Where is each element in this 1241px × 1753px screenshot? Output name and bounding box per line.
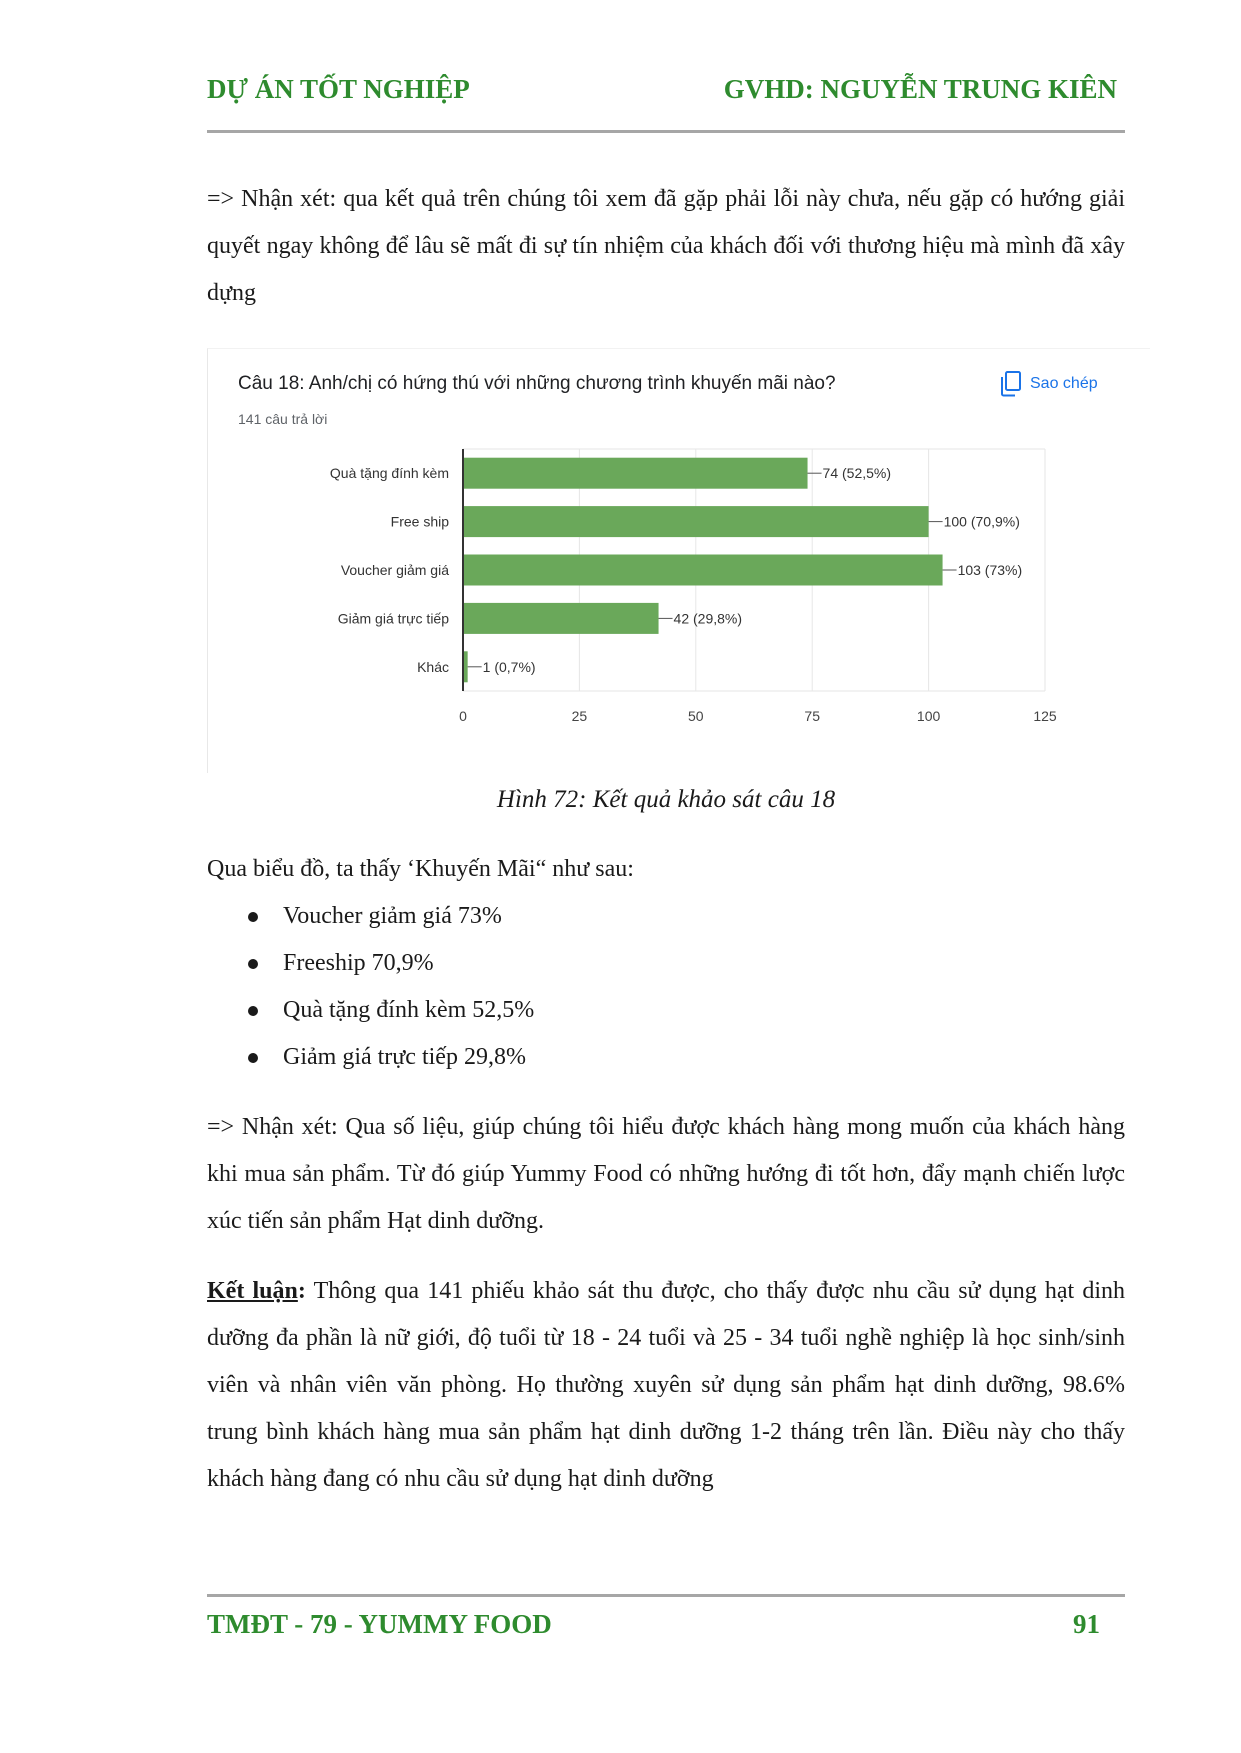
- survey-chart-panel: [207, 348, 1150, 773]
- chart-intro: Qua biểu đồ, ta thấy ‘Khuyến Mãi“ như sau:: [207, 856, 634, 882]
- conclusion-text: Thông qua 141 phiếu khảo sát thu được, cho thấy được nhu cầu sử dụng hạt dinh dưỡng đa phần là nữ giới, độ tuổi từ 18 - 24 tuổi và 25 - 34 tuổi nghề nghiệp là học sinh/sinh viên và nhân viên văn phòng. Họ thường xuyên sử dụng sản phẩm hạt dinh dưỡng, 98.6% trung bình khách hàng mua sản phẩm hạt dinh dưỡng 1-2 tháng trên lần. Điều này cho thấy khách hàng đang có nhu cầu sử dụng hạt dinh dưỡng: [207, 1278, 1125, 1492]
- data-label: 103 (73%): [957, 562, 1023, 578]
- category-label: Giảm giá trực tiếp: [337, 610, 449, 627]
- bullet-list: [245, 893, 1125, 1081]
- bar: [463, 458, 808, 489]
- conclusion-label: Kết luận:: [207, 1278, 306, 1304]
- header-project-title: DỰ ÁN TỐT NGHIỆP: [207, 74, 470, 104]
- footer-title: TMĐT - 79 - YUMMY FOOD: [207, 1609, 552, 1639]
- header-divider: [207, 130, 1125, 133]
- category-label: Quà tặng đính kèm: [329, 465, 449, 482]
- page-footer: [207, 1609, 1125, 1649]
- category-label: Free ship: [390, 513, 449, 530]
- figure-caption: Hình 72: Kết quả khảo sát câu 18: [496, 786, 836, 813]
- bullet-text: Quà tặng đính kèm 52,5%: [283, 997, 535, 1023]
- x-tick-label: 50: [688, 708, 704, 724]
- bullet-dot: [248, 912, 258, 922]
- bullet-dot: [248, 959, 258, 969]
- x-tick-label: 100: [916, 708, 941, 724]
- bullet-text: Freeship 70,9%: [283, 950, 434, 976]
- bullet-dot: [248, 1006, 258, 1016]
- bar-chart: [208, 349, 1150, 773]
- data-label: 74 (52,5%): [822, 465, 892, 482]
- conclusion-paragraph: [207, 1268, 1125, 1503]
- x-tick-label: 125: [1033, 708, 1057, 724]
- page-number: 91: [1073, 1609, 1100, 1639]
- bar: [463, 603, 659, 634]
- category-label: Khác: [417, 658, 449, 675]
- x-tick-label: 0: [459, 708, 467, 724]
- data-label: 1 (0,7%): [482, 658, 536, 675]
- bullet-item: [245, 940, 1125, 987]
- page-header: [207, 74, 1125, 114]
- bullet-item: [245, 1034, 1125, 1081]
- bullet-text: Giảm giá trực tiếp 29,8%: [283, 1044, 526, 1070]
- bullet-item: [245, 987, 1125, 1034]
- bullet-text: Voucher giảm giá 73%: [283, 903, 502, 929]
- bar: [463, 506, 929, 537]
- data-label: 100 (70,9%): [943, 513, 1020, 530]
- bullet-item: [245, 893, 1125, 940]
- x-tick-label: 75: [804, 708, 820, 724]
- data-label: 42 (29,8%): [673, 610, 743, 627]
- bar: [463, 555, 943, 586]
- comment-paragraph-2: => Nhận xét: Qua số liệu, giúp chúng tôi hiểu được khách hàng mong muốn của khách hàng khi mua sản phẩm. Từ đó giúp Yummy Food có những hướng đi tốt hơn, đẩy mạnh chiến lược xúc tiến sản phẩm Hạt dinh dưỡng.: [207, 1114, 1125, 1234]
- footer-divider: [207, 1594, 1125, 1597]
- bullet-dot: [248, 1053, 258, 1063]
- survey-question: Câu 18: Anh/chị có hứng thú với những chương trình khuyến mãi nào?: [238, 373, 836, 394]
- header-advisor: GVHD: NGUYỄN TRUNG KIÊN: [723, 74, 1117, 104]
- comment-paragraph-1: => Nhận xét: qua kết quả trên chúng tôi xem đã gặp phải lỗi này chưa, nếu gặp có hướng giải quyết ngay không để lâu sẽ mất đi sự tín nhiệm của khách đối với thương hiệu mà mình đã xây dựng: [207, 186, 1125, 306]
- response-count: 141 câu trả lời: [238, 411, 328, 427]
- category-label: Voucher giảm giá: [340, 562, 449, 578]
- x-tick-label: 25: [571, 708, 588, 724]
- copy-label: Sao chép: [1030, 375, 1098, 392]
